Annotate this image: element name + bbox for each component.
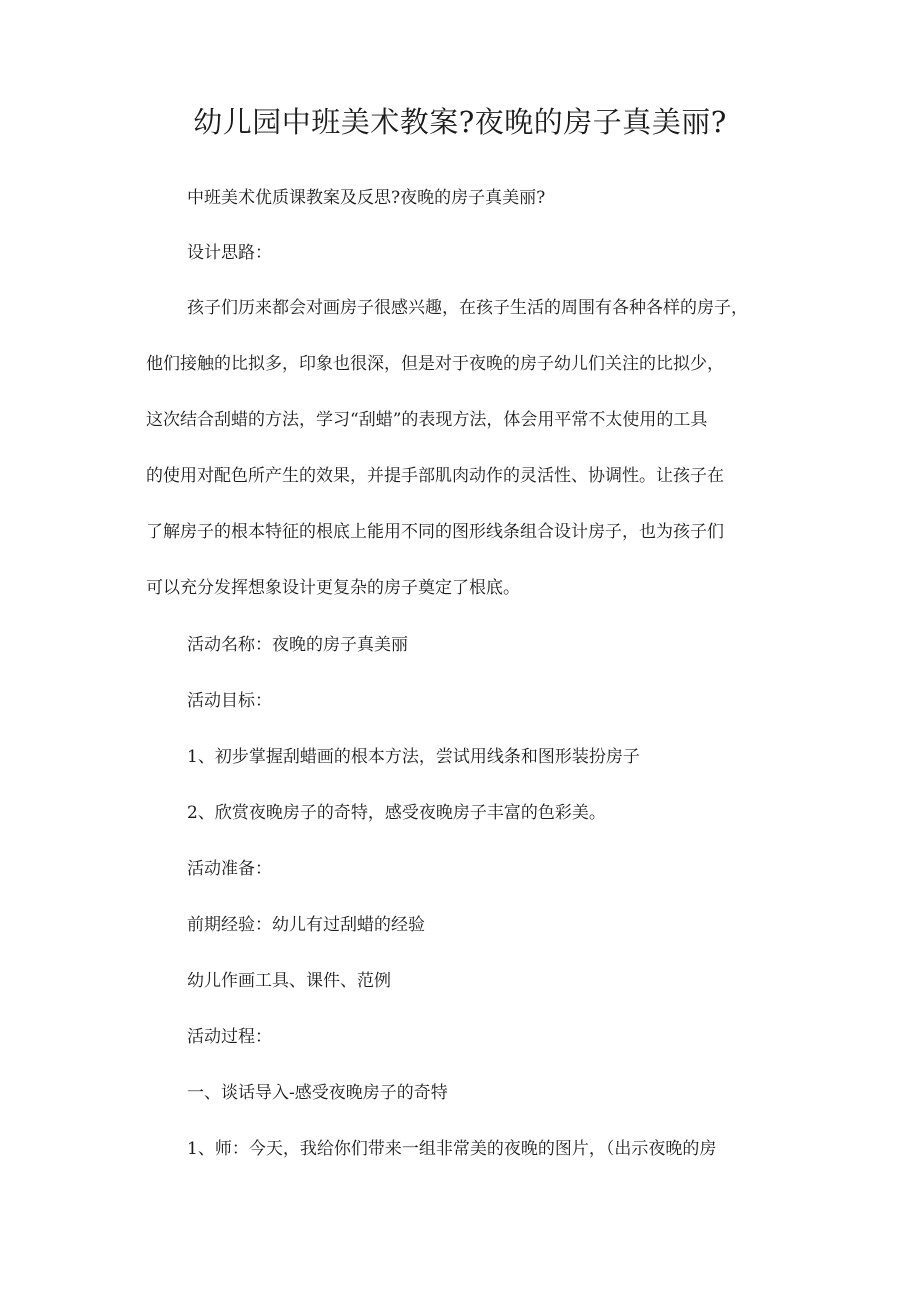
process-step: 1、师：今天，我给你们带来一组非常美的夜晚的图片，（出示夜晚的房 xyxy=(187,1139,717,1159)
document-subtitle: 中班美术优质课教案及反思?夜晚的房子真美丽? xyxy=(187,188,546,208)
preparation-materials: 幼儿作画工具、课件、范例 xyxy=(187,971,391,991)
preparation-experience: 前期经验：幼儿有过刮蜡的经验 xyxy=(187,915,425,935)
section-heading: 一、谈话导入-感受夜晚房子的奇特 xyxy=(187,1083,448,1103)
design-paragraph-line: 可以充分发挥想象设计更复杂的房子奠定了根底。 xyxy=(146,578,520,598)
design-heading: 设计思路： xyxy=(187,243,272,263)
design-paragraph-line: 这次结合刮蜡的方法，学习“刮蜡”的表现方法，体会用平常不太使用的工具 xyxy=(146,410,708,430)
document-title: 幼儿园中班美术教案?夜晚的房子真美丽? xyxy=(193,105,727,139)
design-paragraph-line: 孩子们历来都会对画房子很感兴趣，在孩子生活的周围有各种各样的房子， xyxy=(187,298,748,318)
design-paragraph-line: 了解房子的根本特征的根底上能用不同的图形线条组合设计房子，也为孩子们 xyxy=(146,522,724,542)
goal-item: 1、初步掌握刮蜡画的根本方法，尝试用线条和图形装扮房子 xyxy=(187,747,640,767)
activity-goals-heading: 活动目标： xyxy=(187,691,272,711)
preparation-heading: 活动准备： xyxy=(187,859,272,879)
process-heading: 活动过程： xyxy=(187,1027,272,1047)
goal-item: 2、欣赏夜晚房子的奇特，感受夜晚房子丰富的色彩美。 xyxy=(187,803,606,823)
design-paragraph-line: 他们接触的比拟多，印象也很深，但是对于夜晚的房子幼儿们关注的比拟少， xyxy=(146,354,724,374)
activity-name: 活动名称：夜晚的房子真美丽 xyxy=(187,635,408,655)
design-paragraph-line: 的使用对配色所产生的效果，并提手部肌肉动作的灵活性、协调性。让孩子在 xyxy=(146,466,724,486)
